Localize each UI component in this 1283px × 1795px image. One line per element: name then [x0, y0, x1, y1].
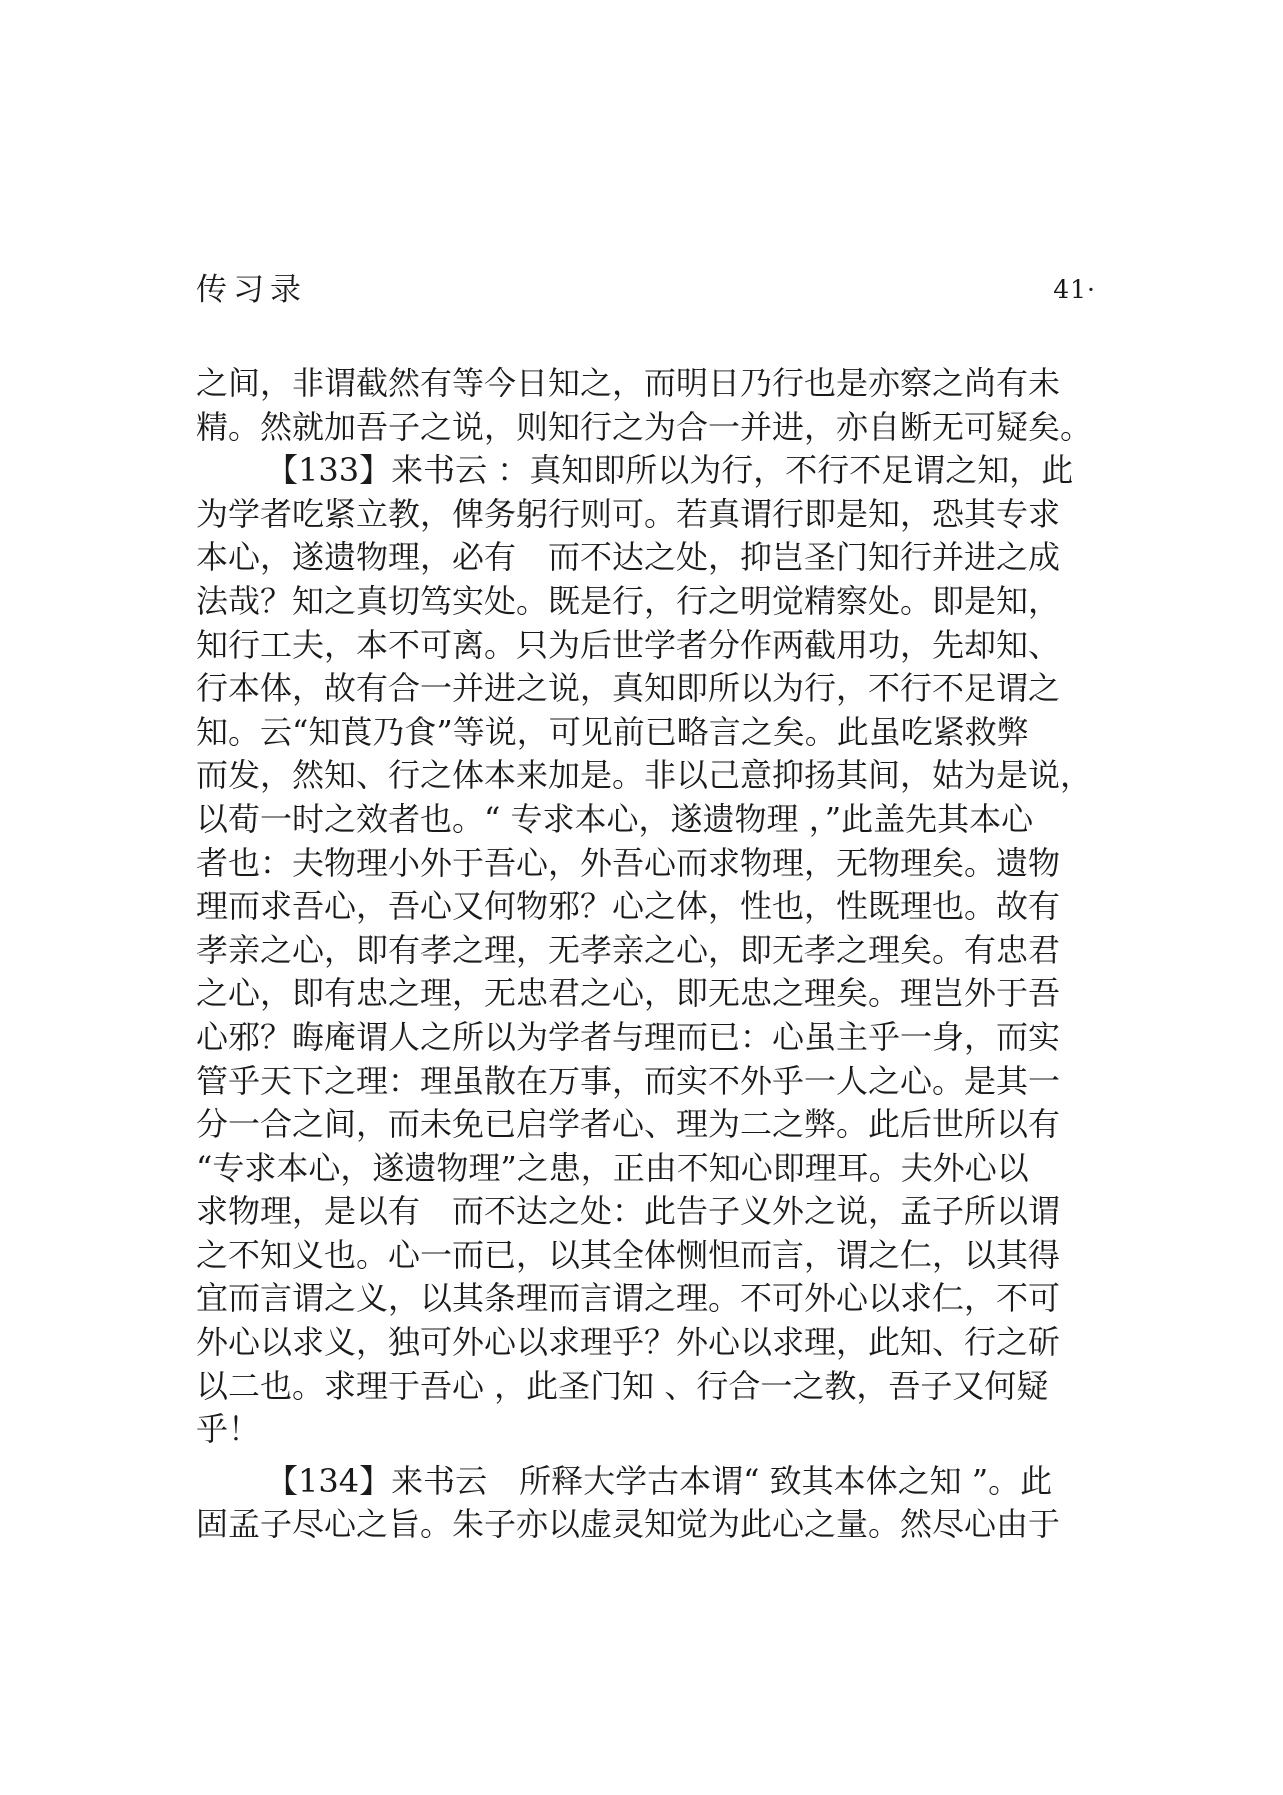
text-line: 法哉？知之真切笃实处。既是行，行之明觉精察处。即是知，	[196, 581, 1061, 620]
text-line: 心邪？晦庵谓人之所以为学者与理而已：心虽主乎一身，而实	[196, 1017, 1061, 1056]
text-line: 宜而言谓之义，以其条理而言谓之理。不可外心以求仁，不可	[196, 1279, 1061, 1318]
text-line: 外心以求义，独可外心以求理乎？外心以求理，此知、行之斫	[196, 1323, 1061, 1362]
text-line: 固孟子尽心之旨。朱子亦以虚灵知觉为此心之量。然尽心由于	[196, 1505, 1061, 1544]
text-line: “专求本心，遂遗物理”之患，正由不知心即理耳。夫外心以	[196, 1148, 1029, 1187]
text-line: 分一合之间，而未免已启学者心、理为二之弊。此后世所以有	[196, 1105, 1061, 1144]
book-title: 传习录	[196, 272, 307, 308]
running-header	[196, 270, 1096, 310]
text-line: 之间，非谓截然有等今日知之，而明日乃行也是亦察之尚有未	[196, 364, 1061, 402]
body-text	[196, 362, 1096, 1547]
text-line: 理而求吾心，吾心又何物邪？心之体，性也，性既理也。故有	[196, 887, 1061, 926]
text-line: 知行工夫，本不可离。只为后世学者分作两截用功，先却知、	[196, 625, 1061, 664]
text-line: 之心，即有忠之理，无忠君之心，即无忠之理矣。理岂外于吾	[196, 974, 1061, 1013]
text-line: 知。云“知莨乃食”等说，可见前已略言之矣。此虽吃紧救弊	[196, 712, 1029, 751]
paragraph-133-start: 【133】来书云 ：真知即所以为行，不行不足谓之知，此	[266, 451, 1074, 490]
text-line: 为学者吃紧立教，俾务躬行则可。若真谓行即是知，恐其专求	[196, 494, 1061, 533]
text-line: 求物理，是以有 而不达之处：此告子义外之说，孟子所以谓	[196, 1192, 1061, 1231]
text-line: 以二也。求理于吾心 ，此圣门知 、行合一之教，吾子又何疑	[196, 1366, 1049, 1405]
page-number: 41·	[1053, 275, 1096, 304]
text-line: 管乎天下之理：理虽散在万事，而实不外乎一人之心。是其一	[196, 1061, 1061, 1100]
text-line: 本心，遂遗物理，必有 而不达之处，抑岂圣门知行并进之成	[196, 538, 1061, 577]
text-line: 乎！	[196, 1410, 261, 1449]
text-line: 精。然就加吾子之说，则知行之为合一并进，亦自断无可疑矣。	[196, 407, 1093, 446]
text-line: 以荀一时之效者也。“ 专求本心，遂遗物理 ，”此盖先其本心	[196, 799, 1034, 838]
text-line: 之不知义也。心一而已，以其全体恻怛而言，谓之仁，以其得	[196, 1235, 1061, 1274]
text-line: 行本体，故有合一并进之说，真知即所以为行，不行不足谓之	[196, 669, 1061, 708]
paragraph-134-start: 【134】来书云 所释大学古本谓“ 致其本体之知 ”。此	[266, 1461, 1053, 1500]
text-line: 而发，然知、行之体本来加是。非以己意抑扬其间，姑为是说，	[196, 756, 1093, 795]
text-line: 孝亲之心，即有孝之理，无孝亲之心，即无孝之理矣。有忠君	[196, 930, 1061, 969]
text-line: 者也：夫物理小外于吾心，外吾心而求物理，无物理矣。遗物	[196, 843, 1061, 882]
